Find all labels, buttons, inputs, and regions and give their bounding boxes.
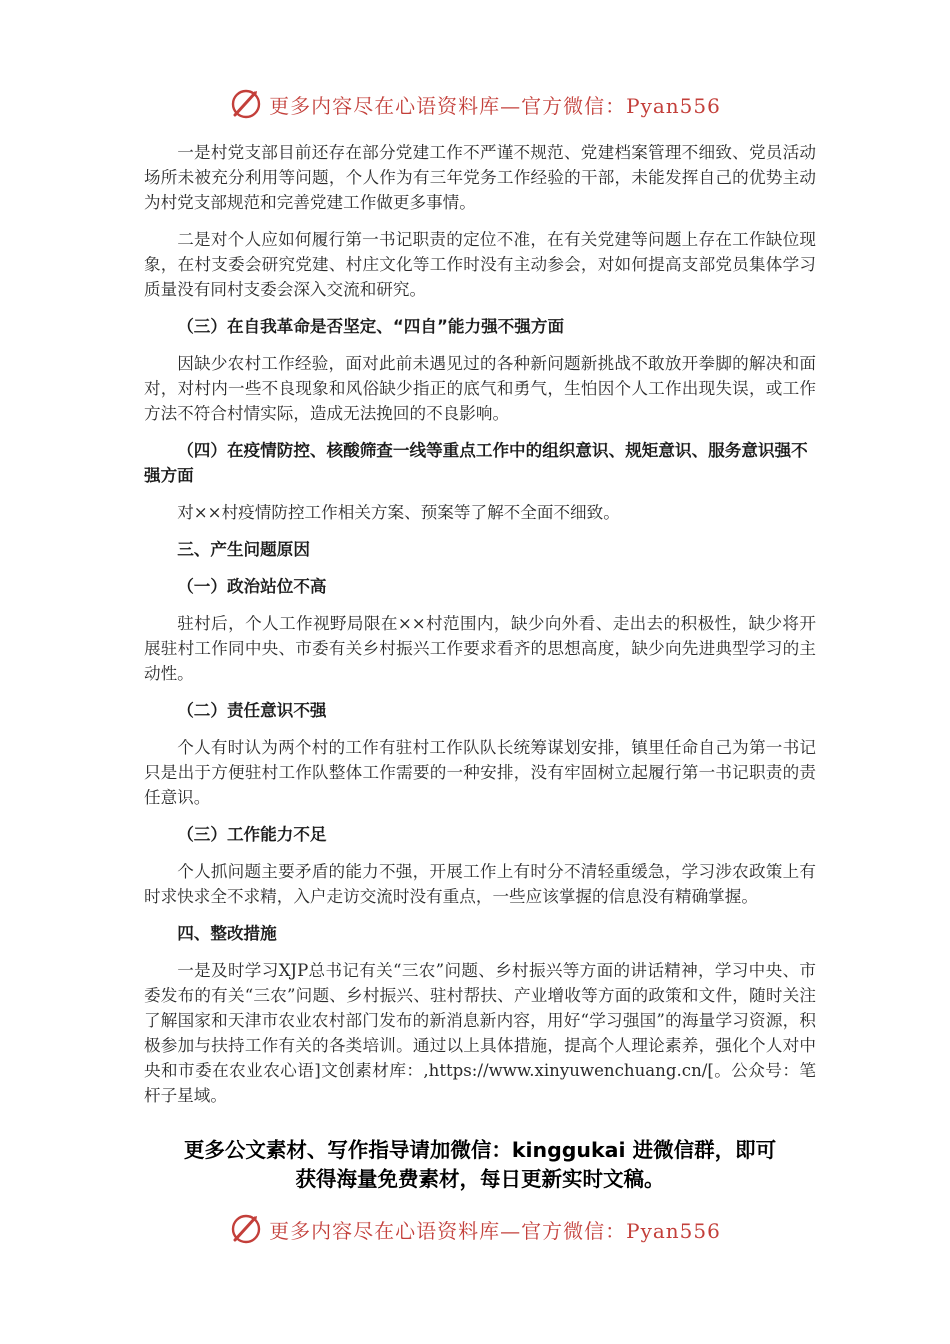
pen-circle-logo-icon (229, 1212, 263, 1246)
paragraph: 个人有时认为两个村的工作有驻村工作队队长统筹谋划安排，镇里任命自己为第一书记只是出于方便驻村工作队整体工作需要的一种安排，没有牢固树立起履行第一书记职责的责任意识。 (144, 738, 816, 807)
paragraph: 一是村党支部目前还存在部分党建工作不严谨不规范、党建档案管理不细致、党员活动场所未被充分利用等问题，个人作为有三年党务工作经验的干部，未能发挥自己的优势主动为村党支部规范和完善党建工作做更多事情。 (144, 143, 816, 212)
header-banner (0, 84, 950, 124)
paragraph: 因缺少农村工作经验，面对此前未遇见过的各种新问题新挑战不敢放开拳脚的解决和面对，对村内一些不良现象和风俗缺少指正的底气和勇气，生怕因个人工作出现失误，或工作方法不符合村情实际，造成无法挽回的不良影响。 (144, 354, 816, 423)
paragraph: 驻村后，个人工作视野局限在××村范围内，缺少向外看、走出去的积极性，缺少将开展驻村工作同中央、市委有关乡村振兴工作要求看齐的思想高度，缺少向先进典型学习的主动性。 (144, 614, 816, 683)
footer-banner (0, 1209, 950, 1249)
promo-line-1: 更多公文素材、写作指导请加微信：kinggukai 进微信群，即可 (183, 1138, 777, 1162)
section-heading: （二）责任意识不强 (177, 701, 327, 720)
paragraph: 二是对个人应如何履行第一书记职责的定位不准，在有关党建等问题上存在工作缺位现象，在村支委会研究党建、村庄文化等工作时没有主动参会，对如何提高支部党员集体学习质量没有同村支委会深入交流和研究。 (144, 230, 816, 299)
header-banner-text: 更多内容尽在心语资料库—官方微信：Pyan556 (269, 93, 721, 118)
promo-notice (120, 1136, 840, 1194)
footer-banner-text: 更多内容尽在心语资料库—官方微信：Pyan556 (269, 1218, 721, 1243)
pen-circle-logo-icon (229, 87, 263, 121)
section-heading: 四、整改措施 (177, 924, 277, 943)
section-heading: 三、产生问题原因 (177, 540, 310, 559)
document-body (144, 140, 816, 1116)
section-heading: （三）工作能力不足 (177, 825, 327, 844)
section-heading: （三）在自我革命是否坚定、“四自”能力强不强方面 (177, 317, 565, 336)
paragraph: 一是及时学习XJP总书记有关“三农”问题、乡村振兴等方面的讲话精神，学习中央、市委发布的有关“三农”问题、乡村振兴、驻村帮扶、产业增收等方面的政策和文件，随时关注了解国家和天津市农业农村部门发布的新消息新内容，用好“学习强国”的海量学习资源，积极参加与扶持工作有关的各类培训。通过以上具体措施，提高个人理论素养，强化个人对中央和市委在农业农心语]文创素材库：,https://www.xinyuwenchuang.cn/[。公众号：笔杆子星域。 (144, 961, 816, 1105)
section-heading: （四）在疫情防控、核酸筛查一线等重点工作中的组织意识、规矩意识、服务意识强不强方面 (144, 441, 808, 485)
promo-line-2: 获得海量免费素材，每日更新实时文稿。 (295, 1167, 665, 1191)
paragraph: 对××村疫情防控工作相关方案、预案等了解不全面不细致。 (177, 503, 620, 522)
paragraph: 个人抓问题主要矛盾的能力不强，开展工作上有时分不清轻重缓急，学习涉农政策上有时求快求全不求精，入户走访交流时没有重点，一些应该掌握的信息没有精确掌握。 (144, 862, 816, 906)
section-heading: （一）政治站位不高 (177, 577, 327, 596)
